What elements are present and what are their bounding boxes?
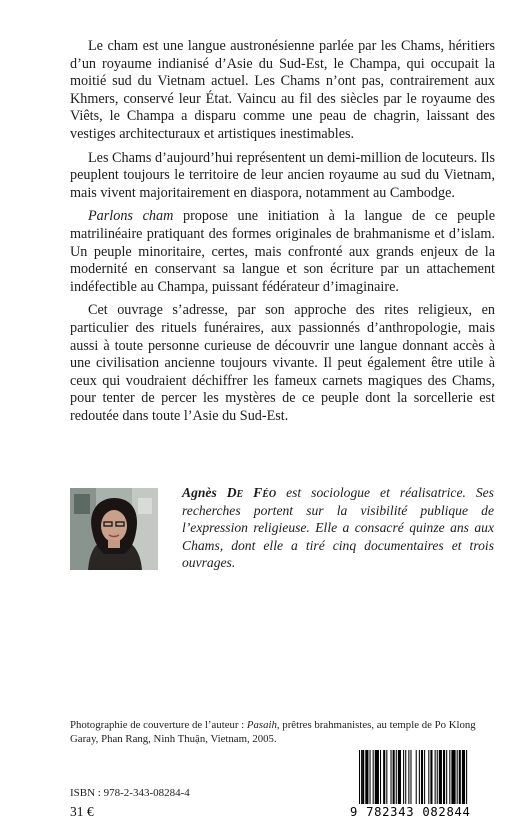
author-bio <box>182 484 494 572</box>
author-bio-text: est sociologue et réalisatrice. Ses recherches portent sur la visibilité publique de l’expression religieuse. Elle a consacré quinze ans aux Chams, dont elle a tiré cinq documentaires et trois ouvrages. <box>182 485 494 571</box>
author-name: Agnès De Féo <box>182 485 277 500</box>
barcode-digits: 9 782343 082844 <box>350 805 471 819</box>
paragraph-text: propose une initiation à la langue de ce peuple matrilinéaire pratiquant des formes originales de brahmanisme et d’islam. Un peuple minoritaire, certes, mais confronté aux grands enjeux de la modernité en conservant sa langue et son écriture par un attachement indéfectible au Champa, puissant fédérateur d’imaginaire. <box>70 208 495 295</box>
paragraph: Les Chams d’aujourd’hui représentent un demi-million de locuteurs. Ils peuplent toujours le territoire de leur ancien royaume au sud du Vietnam, mais vivent majoritairement en diaspora, notamment au Cambodge. <box>70 149 496 201</box>
author-photo <box>70 488 158 570</box>
price: 31 € <box>70 804 94 819</box>
back-cover-text <box>70 38 495 431</box>
paragraph: Cet ouvrage s’adresse, par son approche des rites religieux, en particulier des rituels funéraires, aux passionnés d’anthropologie, mais aussi à toute personne curieuse de découvrir une langue donnant accès à une civilisation ancienne toujours vivante. Il peut également être utile à ceux qui voudraient déchiffrer les fameux carnets magiques des Chams, pour tenter de percer les mystères de ce peuple dont la sorcellerie est redoutée dans toute l’Asie du Sud-Est. <box>70 302 495 424</box>
paragraph: Le cham est une langue austronésienne parlée par les Chams, héritiers d’un royaume indianisé d’Asie du Sud-Est, le Champa, qui occupait la moitié sud du Vietnam actuel. Les Chams n’ont pas, contrairement aux Khmers, conservé leur État. Vaincu au fil des siècles par le royaume des Viêts, le Champa a disparu comme une peau de chagrin, laissant des vestiges architecturaux et artistiques inestimables. <box>70 38 495 142</box>
book-title: Parlons cham <box>88 208 174 225</box>
isbn: ISBN : 978-2-343-08284-4 <box>70 787 190 799</box>
paragraph <box>70 208 495 296</box>
photo-credit: Photographie de couverture de l’auteur : Pasaih, prêtres brahmanistes, au temple de Po Klong Garay, Phan Rang, Ninh Thuận, Vietnam, 2005. <box>70 719 476 745</box>
